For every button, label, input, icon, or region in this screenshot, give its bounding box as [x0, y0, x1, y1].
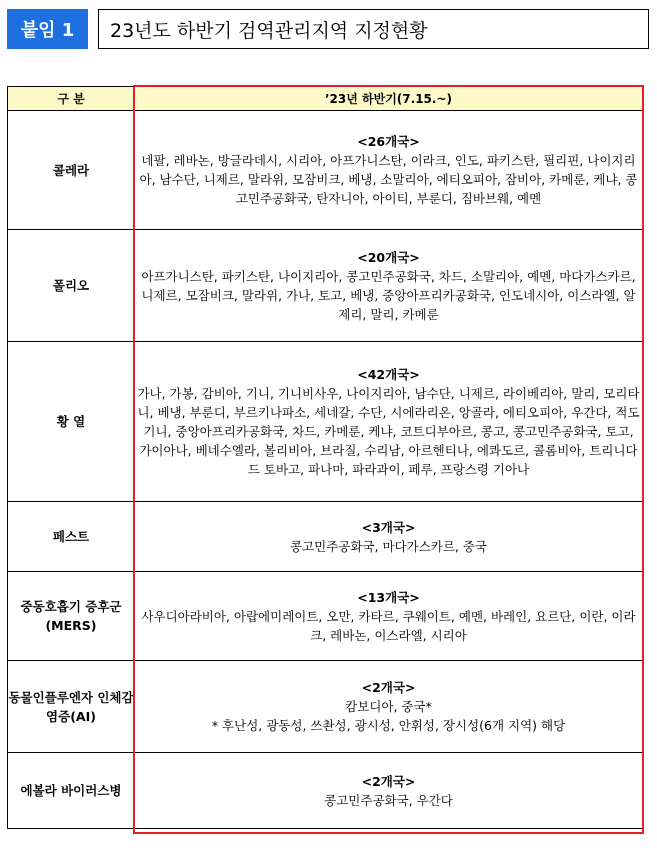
country-list: 사우디아라비아, 아랍에미레이트, 오만, 카타르, 쿠웨이트, 예멘, 바레인, 요르단, 이란, 이라크, 레바논, 이스라엘, 시리아	[141, 608, 636, 643]
row-category: 페스트	[8, 502, 135, 572]
table-row	[8, 661, 643, 753]
table-row	[8, 111, 643, 230]
country-list: 캄보디아, 중국*	[345, 699, 432, 714]
country-list: 콩고민주공화국, 우간다	[324, 792, 453, 808]
page-title: 23년도 하반기 검역관리지역 지정현황	[98, 9, 649, 49]
column-header-period: ’23년 하반기(7.15.~)	[135, 87, 643, 111]
region-note: * 후난성, 광동성, 쓰촨성, 광시성, 안휘성, 장시성(6개 지역) 해당	[211, 718, 566, 733]
row-category: 동물인플루엔자 인체감염증(AI)	[8, 661, 135, 753]
row-category: 에볼라 바이러스병	[8, 753, 135, 829]
row-category: 중동호흡기 증후군 (MERS)	[8, 572, 135, 661]
row-content	[135, 111, 643, 230]
row-content	[135, 230, 643, 342]
row-content	[135, 572, 643, 661]
country-list: 아프가니스탄, 파키스탄, 나이지리아, 콩고민주공화국, 차드, 소말리아, 예멘, 마다가스카르, 니제르, 모잠비크, 말라위, 가나, 토고, 베냉, 중앙아프리카공화국, 인도네시아, 이스라엘, 알제리, 말리, 카메룬	[141, 268, 636, 322]
table-row	[8, 572, 643, 661]
table-header-row	[8, 87, 643, 111]
row-content	[135, 342, 643, 502]
country-count: <2개국>	[361, 773, 416, 789]
country-list: 네팔, 레바논, 방글라데시, 시리아, 아프가니스탄, 이라크, 인도, 파키스탄, 필리핀, 나이지리아, 남수단, 니제르, 말라위, 모잠비크, 베냉, 소말리아, 에티오피아, 잠비아, 카메룬, 케냐, 콩고민주공화국, 탄자니아, 아이티, 부룬디, 짐바브웨, 예멘	[139, 153, 638, 206]
country-count: <20개국>	[357, 249, 420, 265]
quarantine-region-table	[7, 86, 643, 829]
row-category: 황 열	[8, 342, 135, 502]
column-header-category: 구 분	[8, 87, 135, 111]
table-row	[8, 342, 643, 502]
row-content	[135, 502, 643, 572]
table-row	[8, 230, 643, 342]
country-list: 콩고민주공화국, 마다가스카르, 중국	[289, 538, 488, 554]
row-category: 폴리오	[8, 230, 135, 342]
country-count: <26개국>	[357, 134, 420, 149]
country-count: <3개국>	[361, 519, 416, 535]
country-count: <13개국>	[357, 589, 420, 605]
page-header	[7, 9, 651, 49]
attachment-badge: 붙임 1	[7, 9, 88, 49]
table-row	[8, 753, 643, 829]
country-count: <2개국>	[361, 680, 416, 695]
row-content	[135, 661, 643, 753]
country-list: 가나, 가봉, 감비아, 기니, 기니비사우, 나이지리아, 남수단, 니제르, 라이베리아, 말리, 모리타니, 베냉, 부룬디, 부르키나파소, 세네갈, 수단, 시에라리온, 앙골라, 에티오피아, 우간다, 적도기니, 중앙아프리카공화국, 차드, 카메룬, 케냐, 코트디부아르, 콩고, 콩고민주공화국, 토고, 가이아나, 베네수엘라, 볼리비아, 브라질, 수리남, 아르헨티나, 에콰도르, 콜롬비아, 트리니다드 토바고, 파나마, 파라과이, 페루, 프랑스령 기아나	[137, 385, 640, 477]
row-content	[135, 753, 643, 829]
table-row	[8, 502, 643, 572]
country-count: <42개국>	[357, 366, 420, 382]
row-category: 콜레라	[8, 111, 135, 230]
